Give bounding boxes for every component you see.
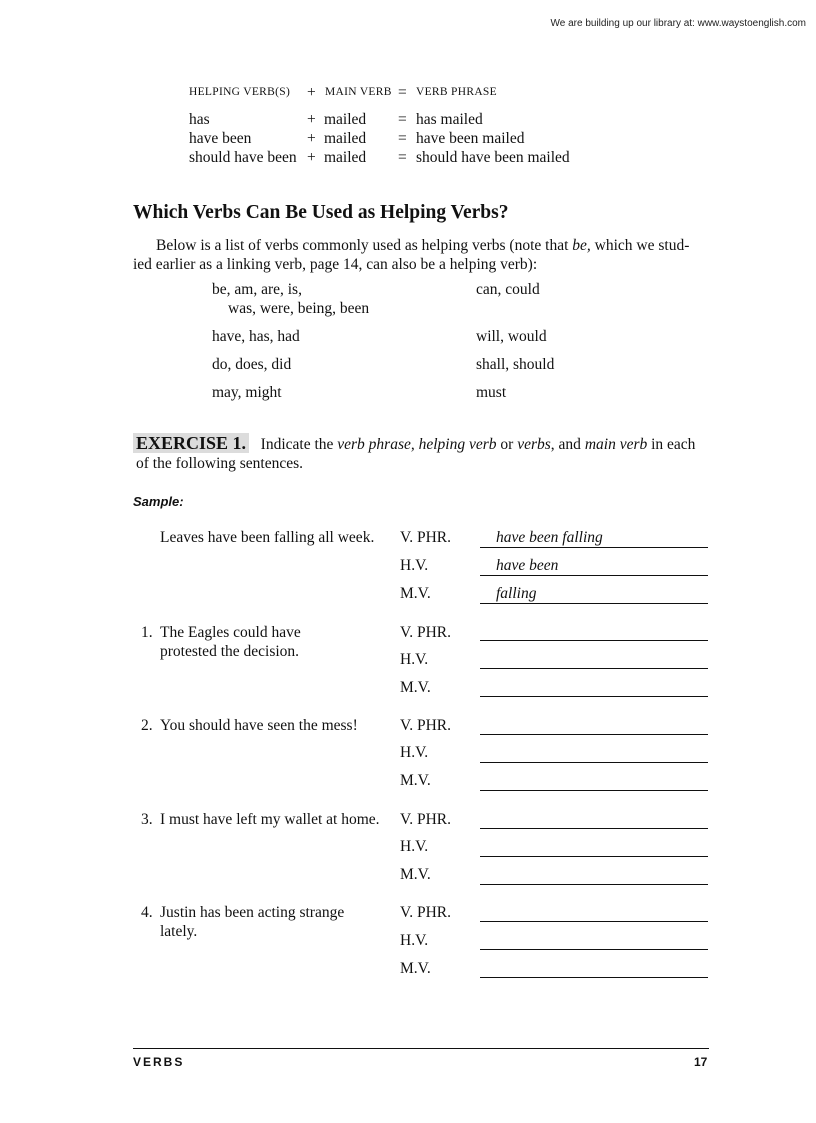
section-intro (133, 236, 709, 274)
formula-row-main: mailed (324, 130, 367, 147)
item-number: 2. (141, 717, 153, 734)
hv-label: H.V. (400, 838, 429, 855)
verb-group: have, has, had (212, 328, 300, 345)
formula-row-main: mailed (324, 149, 367, 166)
verb-group: be, am, are, is, (212, 281, 302, 298)
formula-header-phrase: VERB PHRASE (416, 86, 497, 98)
mv-label: M.V. (400, 585, 431, 602)
hv-label: H.V. (400, 651, 429, 668)
formula-row-eq: = (398, 149, 407, 166)
vphr-answer-line[interactable] (480, 734, 708, 735)
item-sentence: The Eagles could have (160, 624, 301, 641)
mv-label: M.V. (400, 679, 431, 696)
sample-sentence: Leaves have been falling all week. (160, 529, 375, 546)
item-sentence: You should have seen the mess! (160, 717, 358, 734)
mv-answer-line[interactable] (480, 696, 708, 697)
vphr-label: V. PHR. (400, 529, 451, 546)
page-number: 17 (694, 1055, 708, 1069)
verb-group: must (476, 384, 507, 401)
footer-title: VERBS (133, 1055, 185, 1069)
instr-text: in each (647, 436, 696, 453)
verb-group: shall, should (476, 356, 555, 373)
exercise-instruction (133, 434, 713, 473)
formula-row-helping: has (189, 111, 210, 128)
exercise-label: EXERCISE 1. (133, 433, 249, 453)
answer-line (480, 547, 708, 548)
verb-group: do, does, did (212, 356, 292, 373)
sample-vphr-answer: have been falling (496, 529, 603, 546)
mv-answer-line[interactable] (480, 790, 708, 791)
formula-row-phrase: has mailed (416, 111, 483, 128)
formula-row-helping: should have been (189, 149, 297, 166)
instr-text: or (496, 436, 518, 453)
top-note: We are building up our library at: www.waystoenglish.com (550, 18, 806, 29)
instr-line-2: of the following sentences. (136, 455, 304, 472)
answer-line (480, 575, 708, 576)
item-sentence: Justin has been acting strange (160, 904, 345, 921)
formula-header-eq: = (398, 84, 407, 101)
formula-row-plus: + (307, 130, 316, 147)
intro-emphasis: be, (572, 237, 591, 254)
intro-text-end: which we stud- (590, 237, 690, 254)
vphr-answer-line[interactable] (480, 921, 708, 922)
footer-rule (133, 1048, 709, 1049)
item-sentence-cont: lately. (160, 923, 198, 940)
mv-answer-line[interactable] (480, 884, 708, 885)
formula-row-plus: + (307, 149, 316, 166)
formula-row-plus: + (307, 111, 316, 128)
verb-group: may, might (212, 384, 282, 401)
item-number: 4. (141, 904, 153, 921)
hv-answer-line[interactable] (480, 668, 708, 669)
item-number: 3. (141, 811, 153, 828)
mv-label: M.V. (400, 772, 431, 789)
intro-line-2: ied earlier as a linking verb, page 14, can also be a helping verb): (133, 256, 538, 273)
sample-mv-answer: falling (496, 585, 537, 602)
formula-row-phrase: have been mailed (416, 130, 525, 147)
mv-label: M.V. (400, 960, 431, 977)
item-number: 1. (141, 624, 153, 641)
instr-em: main verb (584, 436, 648, 453)
vphr-label: V. PHR. (400, 717, 451, 734)
formula-header-helping: HELPING VERB(S) (189, 86, 291, 98)
verb-group: will, would (476, 328, 547, 345)
formula-row-eq: = (398, 130, 407, 147)
formula-row-eq: = (398, 111, 407, 128)
vphr-label: V. PHR. (400, 624, 451, 641)
vphr-label: V. PHR. (400, 811, 451, 828)
hv-answer-line[interactable] (480, 762, 708, 763)
formula-header-plus: + (307, 84, 316, 101)
sample-hv-answer: have been (496, 557, 559, 574)
mv-label: M.V. (400, 866, 431, 883)
vphr-answer-line[interactable] (480, 828, 708, 829)
formula-header-main: MAIN VERB (325, 86, 392, 98)
formula-row-phrase: should have been mailed (416, 149, 570, 166)
item-sentence: I must have left my wallet at home. (160, 811, 380, 828)
mv-answer-line[interactable] (480, 977, 708, 978)
hv-label: H.V. (400, 744, 429, 761)
hv-answer-line[interactable] (480, 856, 708, 857)
answer-line (480, 603, 708, 604)
instr-text: Indicate the (260, 436, 338, 453)
instr-em: verb phrase, helping verb (337, 436, 497, 453)
vphr-label: V. PHR. (400, 904, 451, 921)
verb-group: was, were, being, been (228, 300, 370, 317)
hv-label: H.V. (400, 932, 429, 949)
formula-row-main: mailed (324, 111, 367, 128)
hv-label: H.V. (400, 557, 429, 574)
section-heading: Which Verbs Can Be Used as Helping Verbs? (133, 202, 509, 223)
instr-em: verbs (517, 436, 551, 453)
intro-text: Below is a list of verbs commonly used as helping verbs (note that (156, 237, 573, 254)
instr-text: , and (550, 436, 585, 453)
formula-row-helping: have been (189, 130, 252, 147)
verb-group: can, could (476, 281, 540, 298)
item-sentence-cont: protested the decision. (160, 643, 300, 660)
hv-answer-line[interactable] (480, 949, 708, 950)
sample-label: Sample: (133, 494, 184, 509)
vphr-answer-line[interactable] (480, 640, 708, 641)
